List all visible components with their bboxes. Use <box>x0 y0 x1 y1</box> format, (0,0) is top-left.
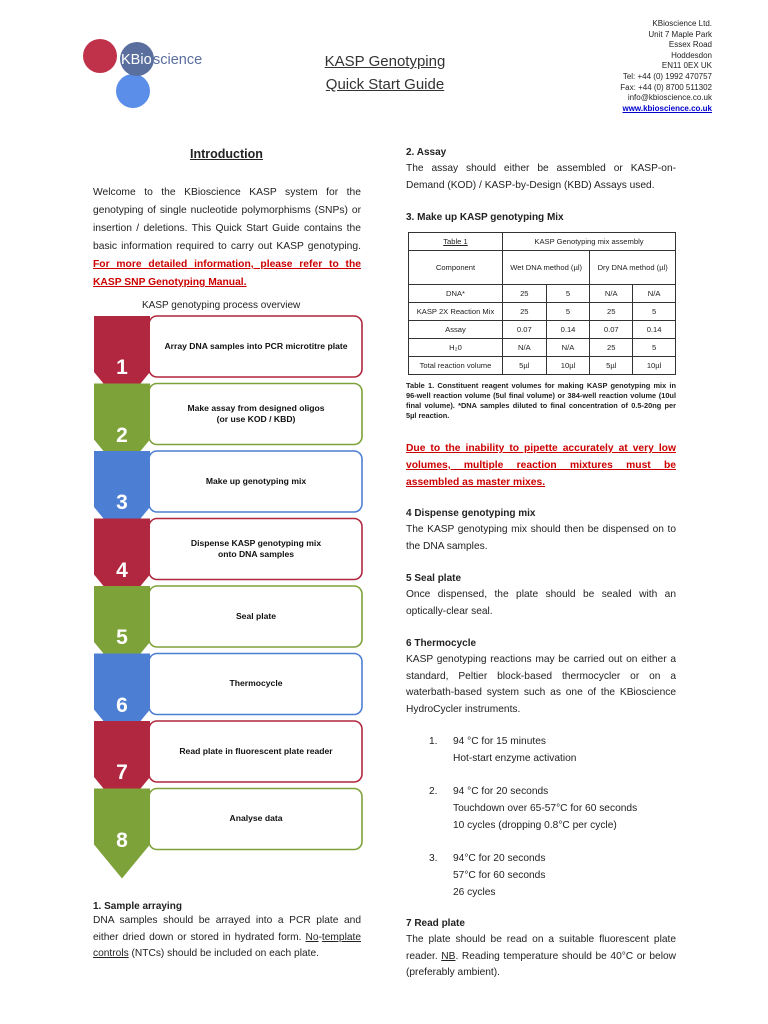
s7-text-b: . Reading temperature should be 40°C or below (preferably ambient). <box>406 950 676 978</box>
s1-dash: - <box>318 931 322 943</box>
step-2-number: 2 <box>116 423 128 447</box>
table-label: Table 1 <box>409 233 503 251</box>
table-row <box>409 339 676 357</box>
table-caption: Table 1. Constituent reagent volumes for making KASP genotyping mix in 96-well reaction volume (5ul final volume) or 384-well reaction volume (10ul final volume). *DNA samples diluted to final concentration of 0.5-20ng per 5µl reaction. <box>406 381 676 420</box>
table-group-header: KASP Genotyping mix assembly <box>502 233 675 251</box>
step-4-number: 4 <box>116 558 128 582</box>
step-6-label-line: Thermocycle <box>229 678 283 688</box>
step-2-label <box>150 403 362 425</box>
component-cell: DNA* <box>409 285 503 303</box>
volume-cell: 10µl <box>633 357 676 375</box>
volume-cell: 5 <box>546 303 590 321</box>
overview-title: KASP genotyping process overview <box>142 300 301 311</box>
step-8-label <box>150 813 362 824</box>
volume-cell: 5 <box>546 285 590 303</box>
logo-text-science: science <box>153 52 203 68</box>
logo-text-kbio: KBio <box>121 52 152 68</box>
process-chevron-diagram <box>93 314 365 884</box>
step-3-number: 3 <box>116 491 128 514</box>
section-2-text: The assay should either be assembled or KASP-on-Demand (KOD) / KASP-by-Design (KBD) Assays used. <box>406 163 676 191</box>
step-4-label <box>150 538 362 560</box>
intro-emphasis: For more detailed information, please refer to the KASP SNP Genotyping Manual. <box>93 259 361 288</box>
thermocycle-step-line: 94 °C for 20 seconds <box>453 786 549 797</box>
step-3-label <box>150 476 362 487</box>
volume-cell: N/A <box>502 339 546 357</box>
step-1-number: 1 <box>116 356 128 379</box>
s7-nb: NB <box>441 950 456 962</box>
step-5-number: 5 <box>116 626 128 649</box>
thermocycle-step-line: 10 cycles (dropping 0.8°C per cycle) <box>453 820 617 831</box>
volume-cell: 5 <box>633 339 676 357</box>
section-5-text: Once dispensed, the plate should be sealed with an optically-clear seal. <box>406 589 676 617</box>
intro-text: Welcome to the KBioscience KASP system for the genotyping of single nucleotide polymorphisms (SNPs) or insertion / deletions. This Quick Start Guide contains the basic information required to carry out KASP genotyping. <box>93 187 361 252</box>
step-3-label-line: Make up genotyping mix <box>205 475 307 486</box>
step-5-label-line: Seal plate <box>235 610 277 621</box>
wet-dna-header: Wet DNA method (µl) <box>502 251 589 285</box>
step-1-label-line: Array DNA samples into PCR microtitre plate <box>164 340 348 351</box>
section-7-heading: 7 Read plate <box>406 918 465 929</box>
volume-cell: N/A <box>633 285 676 303</box>
volume-cell: 0.07 <box>502 321 546 339</box>
step-8-label-line: Analyse data <box>229 813 283 823</box>
master-mix-warning: Due to the inability to pipette accurately at very low volumes, multiple reaction mixtures must be assembled as master mixes. <box>406 443 676 488</box>
section-1-text <box>93 913 361 963</box>
component-header: Component <box>409 251 503 285</box>
step-8-number: 8 <box>116 828 128 852</box>
s1-controls: controls <box>93 948 129 959</box>
volume-cell: 0.14 <box>633 321 676 339</box>
thermocycle-step-number: 1. <box>429 736 438 747</box>
section-7-text <box>406 932 676 982</box>
volume-cell: N/A <box>590 285 633 303</box>
step-4-label-line: Dispense KASP genotyping mix <box>190 537 322 548</box>
intro-heading: Introduction <box>190 147 263 161</box>
thermocycle-step-line: 57°C for 60 seconds <box>453 870 546 881</box>
s1-text-b: (NTCs) should be included on each plate. <box>128 948 319 959</box>
step-2-label-line: Make assay from designed oligos <box>187 402 325 413</box>
table-row <box>409 303 676 321</box>
table-row <box>409 285 676 303</box>
s1-no: No <box>305 931 319 943</box>
step-7-number: 7 <box>116 761 128 784</box>
component-cell: Assay <box>409 321 503 339</box>
section-4-text: The KASP genotyping mix should then be dispensed on to the DNA samples. <box>406 524 676 552</box>
doc-subtitle: Quick Start Guide <box>325 76 445 93</box>
thermocycle-step-line: 94°C for 20 seconds <box>453 853 546 864</box>
volume-cell: 5 <box>633 303 676 321</box>
doc-title: KASP Genotyping <box>324 53 446 70</box>
thermocycle-step-line: Touchdown over 65-57°C for 60 seconds <box>453 803 638 814</box>
step-4-label-line: onto DNA samples <box>217 548 295 559</box>
section-1-heading: 1. Sample arraying <box>93 901 182 912</box>
address-line: Essex Road <box>668 40 712 50</box>
step-7-label <box>150 746 362 757</box>
kbioscience-logo <box>82 38 222 110</box>
volume-cell: 25 <box>590 303 633 321</box>
table-row <box>409 321 676 339</box>
step-1-label <box>150 341 362 352</box>
intro-paragraph <box>93 184 361 292</box>
s1-template: template <box>321 931 361 943</box>
component-cell: H₂0 <box>409 339 503 357</box>
volume-cell: 25 <box>590 339 633 357</box>
step-7-label-line: Read plate in fluorescent plate reader <box>179 745 333 756</box>
volume-cell: 25 <box>502 285 546 303</box>
step-2-label-line: (or use KOD / KBD) <box>216 413 296 424</box>
thermocycle-step-line: 94 °C for 15 minutes <box>453 736 546 747</box>
section-5-heading: 5 Seal plate <box>406 573 462 584</box>
volume-cell: 0.07 <box>590 321 633 339</box>
thermocycle-step-number: 2. <box>429 786 438 797</box>
step-6-label <box>150 678 362 689</box>
address-line: EN11 0EX UK <box>661 61 712 71</box>
component-cell: KASP 2X Reaction Mix <box>409 303 503 321</box>
s7-text-a: The plate should be read on a suitable fluorescent plate reader. <box>406 934 676 962</box>
volume-cell: 10µl <box>546 357 590 375</box>
section-6-text: KASP genotyping reactions may be carried out on either a standard, Peltier block-based thermocycler or on a waterbath-based system such as one of the KBioscience HydroCycler instruments. <box>406 654 676 715</box>
table-row <box>409 357 676 375</box>
component-cell: Total reaction volume <box>409 357 503 375</box>
fax-line: Fax: +44 (0) 8700 511302 <box>620 82 712 92</box>
address-line: KBioscience Ltd. <box>652 19 712 28</box>
section-6-heading: 6 Thermocycle <box>406 638 477 649</box>
phone-line: Tel: +44 (0) 1992 470757 <box>622 71 712 81</box>
volume-cell: 0.14 <box>546 321 590 339</box>
address-line: Hoddesdon <box>671 50 712 60</box>
volume-cell: 5µl <box>502 357 546 375</box>
volume-cell: N/A <box>546 339 590 357</box>
section-4-heading: 4 Dispense genotyping mix <box>406 508 536 519</box>
dry-dna-header: Dry DNA method (µl) <box>590 251 676 285</box>
step-5-label <box>150 611 362 622</box>
s1-text-a: DNA samples should be arrayed into a PCR plate and either dried down or stored in hydrated form. <box>93 915 361 943</box>
volume-cell: 5µl <box>590 357 633 375</box>
thermocycle-step-line: Hot-start enzyme activation <box>453 753 577 764</box>
step-6-number: 6 <box>116 693 128 717</box>
section-2-heading: 2. Assay <box>406 147 447 158</box>
thermocycle-step-number: 3. <box>429 853 438 864</box>
website-link[interactable]: www.kbioscience.co.uk <box>622 103 712 113</box>
section-3-heading: 3. Make up KASP genotyping Mix <box>406 212 564 223</box>
company-address <box>620 19 712 114</box>
email-line: info@kbioscience.co.uk <box>627 93 712 103</box>
genotyping-mix-table <box>408 232 676 375</box>
volume-cell: 25 <box>502 303 546 321</box>
thermocycle-step-line: 26 cycles <box>453 887 496 898</box>
address-line: Unit 7 Maple Park <box>648 29 712 39</box>
